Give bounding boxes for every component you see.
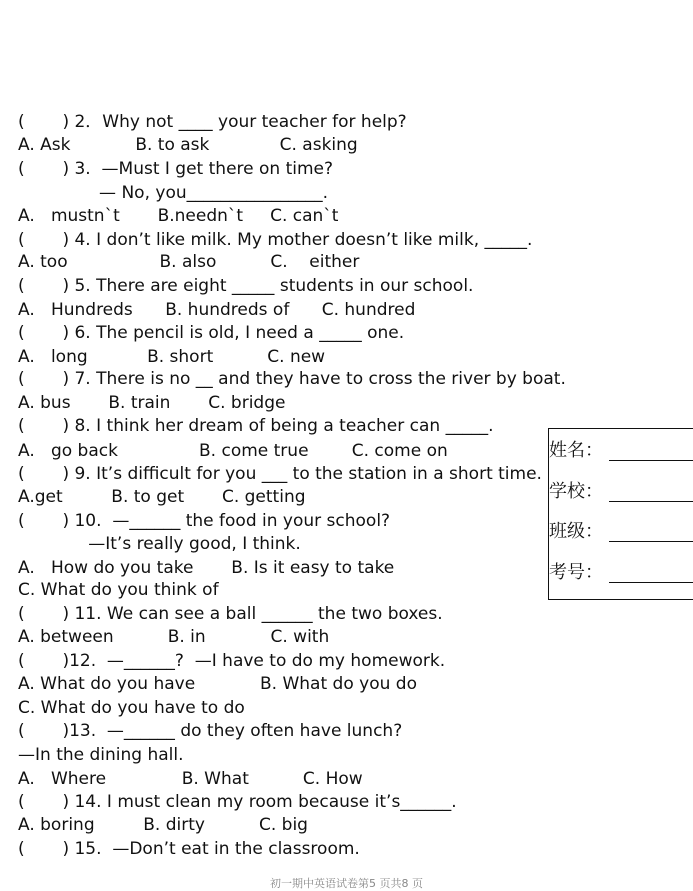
question-line: — No, you________________.: [18, 183, 329, 203]
question-line: ( ) 14. I must clean my room because it’s______.: [18, 792, 457, 812]
question-line: ( ) 4. I don’t like milk. My mother doesn’t like milk, _____.: [18, 230, 533, 250]
student-info-box: [548, 428, 693, 600]
question-line: ( ) 2．Why not ____ your teacher for help?: [18, 112, 407, 132]
question-line: A. bus B. train C. bridge: [18, 393, 286, 413]
question-line: A. How do you take B. Is it easy to take: [18, 558, 395, 578]
question-line: A. Hundreds B. hundreds of C. hundred: [18, 300, 416, 320]
question-line: ( ) 5. There are eight _____ students in our school.: [18, 276, 474, 296]
question-line: C. What do you have to do: [18, 698, 245, 718]
question-line: ( )13. —______ do they often have lunch?: [18, 721, 403, 741]
question-line: A. too B. also C. either: [18, 252, 360, 272]
name-label: 姓名：: [549, 440, 603, 461]
question-line: A. mustn`t B.needn`t C. can`t: [18, 206, 339, 226]
question-line: A. What do you have B. What do you do: [18, 674, 417, 694]
question-line: ( )12. —______? —I have to do my homework.: [18, 651, 446, 671]
name-field[interactable]: [609, 460, 693, 461]
question-line: A. go back B. come true C. come on: [18, 441, 448, 461]
question-line: ( ) 11. We can see a ball ______ the two boxes.: [18, 604, 443, 624]
question-line: ( ) 7. There is no __ and they have to cross the river by boat.: [18, 369, 566, 389]
number-field[interactable]: [609, 582, 693, 583]
class-label: 班级：: [549, 521, 603, 542]
question-line: ( ) 3. —Must I get there on time?: [18, 159, 334, 179]
question-line: ( ) 15. —Don’t eat in the classroom.: [18, 839, 360, 859]
question-line: ( ) 8. I think her dream of being a teacher can _____.: [18, 416, 494, 436]
question-line: A. long B. short C. new: [18, 347, 326, 367]
question-line: —In the dining hall.: [18, 745, 184, 765]
question-line: ( ) 6. The pencil is old, I need a _____ one.: [18, 323, 405, 343]
question-line: A. Where B. What C. How: [18, 769, 363, 789]
page-footer: 初一期中英语试卷第5 页共8 页: [270, 877, 423, 890]
question-line: C. What do you think of: [18, 580, 219, 600]
question-line: A. Ask B. to ask C. asking: [18, 135, 358, 155]
question-line: —It’s really good, I think.: [18, 534, 301, 554]
class-field[interactable]: [609, 541, 693, 542]
question-line: A. between B. in C. with: [18, 627, 330, 647]
school-label: 学校：: [549, 481, 603, 502]
question-line: A.get B. to get C. getting: [18, 487, 306, 507]
question-line: ( ) 9. It’s difficult for you ___ to the station in a short time.: [18, 464, 542, 484]
number-label: 考号：: [549, 562, 603, 583]
school-field[interactable]: [609, 501, 693, 502]
question-line: ( ) 10. —______ the food in your school?: [18, 511, 391, 531]
question-line: A. boring B. dirty C. big: [18, 815, 308, 835]
